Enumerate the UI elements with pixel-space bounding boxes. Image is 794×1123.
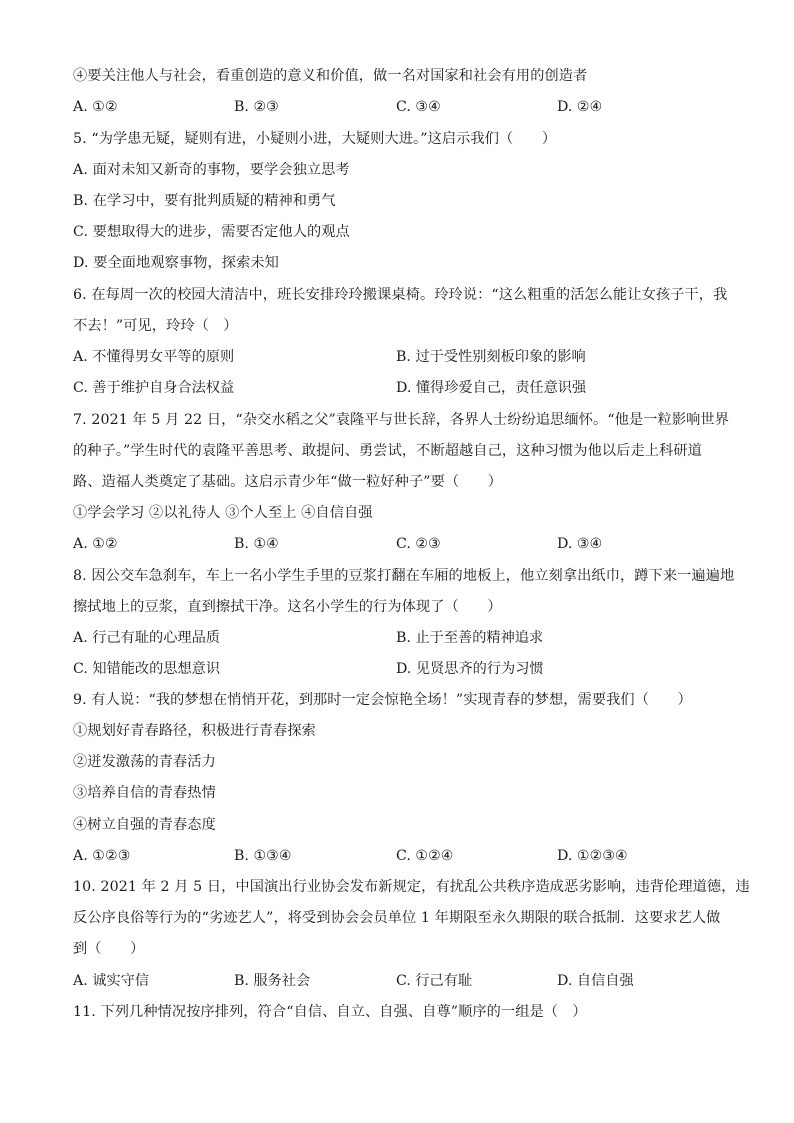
choice-line: ④要关注他人与社会，看重创造的意义和价值，做一名对国家和社会有用的创造者 (73, 68, 588, 84)
question-stem: 10. 2021 年 2 月 5 日，中国演出行业协会发布新规定，有扰乱公共秩序造成恶劣影响，违背伦理道德，违 (73, 879, 750, 895)
option-c: C. ③④ (396, 99, 441, 115)
question-stem: 路、造福人类奠定了基础。这启示青少年“做一粒好种子”要（ ） (73, 474, 503, 490)
option-c: C. 知错能改的思想意识 (73, 661, 221, 677)
question-stem: 擦拭地上的豆浆，直到擦拭干净。这名小学生的行为体现了（ ） (73, 599, 502, 615)
choice-line: ③培养自信的青春热情 (73, 785, 216, 801)
option-d: D. ③④ (557, 536, 603, 552)
option-b: B. ①③④ (234, 848, 292, 864)
option-d: D. 要全面地观察事物，探索未知 (73, 255, 279, 271)
option-a: A. 行己有耻的心理品质 (73, 630, 220, 646)
option-d: D. ②④ (557, 99, 603, 115)
option-a: A. 面对未知又新奇的事物，要学会独立思考 (73, 162, 350, 178)
option-b: B. 过于受性别刻板印象的影响 (396, 349, 586, 365)
option-a: A. 不懂得男女平等的原则 (73, 349, 235, 365)
option-c: C. 要想取得大的进步，需要否定他人的观点 (73, 224, 350, 240)
option-a: A. ①② (73, 536, 118, 552)
option-b: B. 服务社会 (234, 973, 311, 989)
option-b: B. 止于至善的精神追求 (396, 630, 544, 646)
question-stem: 7. 2021 年 5 月 22 日，“杂交水稻之父”袁隆平与世长辞，各界人士纷纷追思缅怀。“他是一粒影响世界 (73, 412, 729, 428)
option-b: B. ②③ (234, 99, 279, 115)
option-d: D. ①②③④ (557, 848, 628, 864)
question-stem: 反公序良俗等行为的“劣迹艺人”，将受到协会会员单位 1 年期限至永久期限的联合抵制．这要求艺人做 (73, 910, 721, 926)
question-stem: 的种子。”学生时代的袁隆平善思考、敢提问、勇尝试，不断超越自己，这种习惯为他以后走上科研道 (73, 443, 702, 459)
option-a: A. 诚实守信 (73, 973, 150, 989)
question-stem: 9. 有人说：“我的梦想在悄悄开花，到那时一定会惊艳全场！”实现青春的梦想，需要我们（ ） (73, 692, 692, 708)
option-d: D. 见贤思齐的行为习惯 (396, 661, 544, 677)
question-stem: 到（ ） (73, 941, 145, 957)
question-stem: 11. 下列几种情况按序排列，符合“自信、自立、自强、自尊”顺序的一组是（ ） (73, 1004, 587, 1020)
option-b: B. 在学习中，要有批判质疑的精神和勇气 (73, 193, 336, 209)
question-stem: 5. “为学患无疑，疑则有进，小疑则小进，大疑则大进。”这启示我们（ ） (73, 131, 557, 147)
choice-line: ①规划好青春路径，积极进行青春探索 (73, 723, 316, 739)
option-a: A. ①②③ (73, 848, 131, 864)
option-b: B. ①④ (234, 536, 279, 552)
option-c: C. 善于维护自身合法权益 (73, 380, 235, 396)
choice-line: ②迸发激荡的青春活力 (73, 754, 216, 770)
option-c: C. ②③ (396, 536, 441, 552)
question-stem: 8. 因公交车急刹车，车上一名小学生手里的豆浆打翻在车厢的地板上，他立刻拿出纸巾，蹲下来一遍遍地 (73, 568, 735, 584)
option-d: D. 自信自强 (557, 973, 634, 989)
option-a: A. ①② (73, 99, 118, 115)
question-stem: 6. 在每周一次的校园大清洁中，班长安排玲玲搬课桌椅。玲玲说：“这么粗重的活怎么能让女孩子干，我 (73, 287, 728, 303)
option-c: C. ①②④ (396, 848, 454, 864)
option-c: C. 行己有耻 (396, 973, 473, 989)
question-stem: 不去！”可见，玲玲（ ） (73, 318, 238, 334)
option-d: D. 懂得珍爱自己，责任意识强 (396, 380, 587, 396)
choice-line: ④树立自强的青春态度 (73, 817, 216, 833)
choice-line: ①学会学习 ②以礼待人 ③个人至上 ④自信自强 (73, 505, 373, 521)
